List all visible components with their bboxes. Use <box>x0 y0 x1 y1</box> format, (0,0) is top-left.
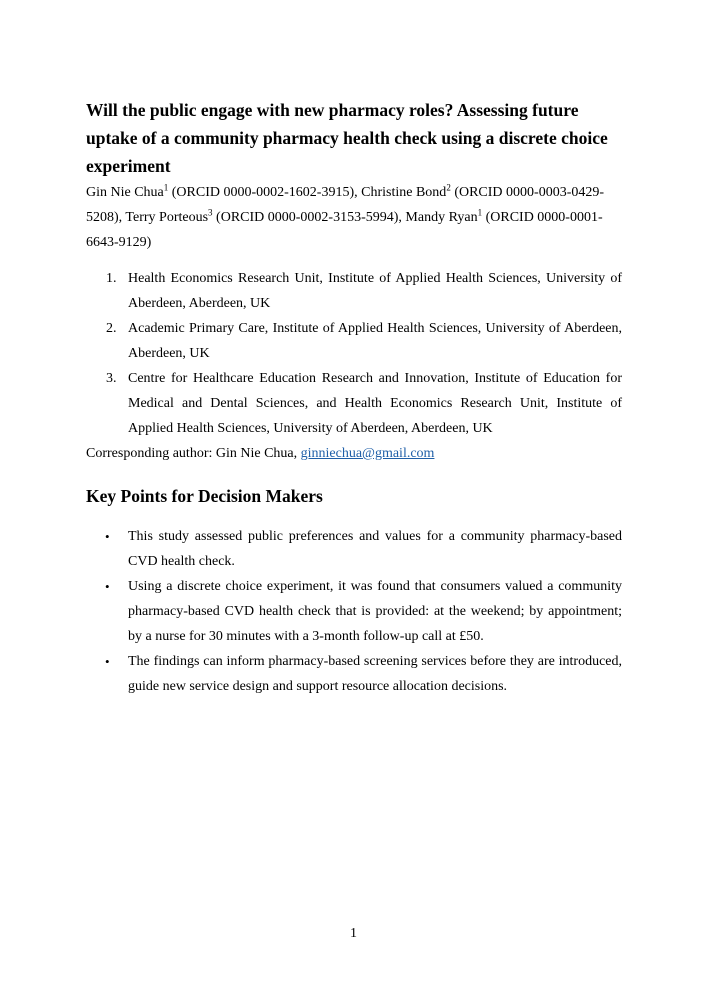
author-list <box>86 180 622 255</box>
author-orcid: (ORCID 0000-0002-3153-5994), <box>212 210 406 225</box>
affiliation-list <box>86 266 622 441</box>
key-point-text: This study assessed public preferences and values for a community pharmacy-based CVD health check. <box>128 529 622 569</box>
affiliation-text: Centre for Healthcare Education Research and Innovation, Institute of Education for Medical and Dental Sciences, and Health Economics Research Unit, Institute of Applied Health Sciences, University of Aberdeen, Aberdeen, UK <box>128 371 622 436</box>
author-orcid: (ORCID 0000-0001-6643-9129) <box>86 210 603 250</box>
key-points-list <box>86 524 622 699</box>
key-point-item <box>86 649 622 699</box>
author-name: Terry Porteous <box>125 210 209 225</box>
affiliation-item <box>86 316 622 366</box>
bullet-icon: • <box>105 529 110 544</box>
key-point-item <box>86 524 622 574</box>
bullet-icon: • <box>105 654 110 669</box>
affiliation-text: Health Economics Research Unit, Institute of Applied Health Sciences, University of Aberdeen, Aberdeen, UK <box>128 271 622 311</box>
corresponding-email-link[interactable]: ginniechua@gmail.com <box>300 446 435 461</box>
author-orcid: (ORCID 0000-0003-0429-5208), <box>86 185 605 225</box>
key-point-text: The findings can inform pharmacy-based screening services before they are introduced, guide new service design and support resource allocation decisions. <box>128 654 622 694</box>
author-orcid: (ORCID 0000-0002-1602-3915), <box>168 185 362 200</box>
author-affiliation-mark: 3 <box>208 207 213 218</box>
author-name: Christine Bond <box>361 185 447 200</box>
key-points-heading: Key Points for Decision Makers <box>86 486 323 506</box>
affiliation-item <box>86 266 622 316</box>
paper-title: Will the public engage with new pharmacy roles? Assessing future uptake of a community pharmacy health check using a discrete choice experiment <box>86 100 608 176</box>
author-name: Mandy Ryan <box>405 210 478 225</box>
corresponding-author <box>86 441 622 466</box>
affiliation-number: 2. <box>106 321 117 336</box>
bullet-icon: • <box>105 579 110 594</box>
affiliation-number: 3. <box>106 371 117 386</box>
page-number: 1 <box>350 926 357 941</box>
paper-page <box>86 96 622 699</box>
author-affiliation-mark: 1 <box>477 207 483 218</box>
author-affiliation-mark: 1 <box>163 182 169 193</box>
author-affiliation-mark: 2 <box>446 182 451 193</box>
key-point-item <box>86 574 622 649</box>
affiliation-text: Academic Primary Care, Institute of Applied Health Sciences, University of Aberdeen, Aberdeen, UK <box>128 321 622 361</box>
corresponding-label: Corresponding author: Gin Nie Chua, <box>86 446 301 461</box>
key-point-text: Using a discrete choice experiment, it was found that consumers valued a community pharmacy-based CVD health check that is provided: at the weekend; by appointment; by a nurse for 30 minutes with a 3-month follow-up call at £50. <box>128 579 622 644</box>
author-name: Gin Nie Chua <box>86 185 164 200</box>
affiliation-item <box>86 366 622 441</box>
affiliation-number: 1. <box>106 271 117 286</box>
